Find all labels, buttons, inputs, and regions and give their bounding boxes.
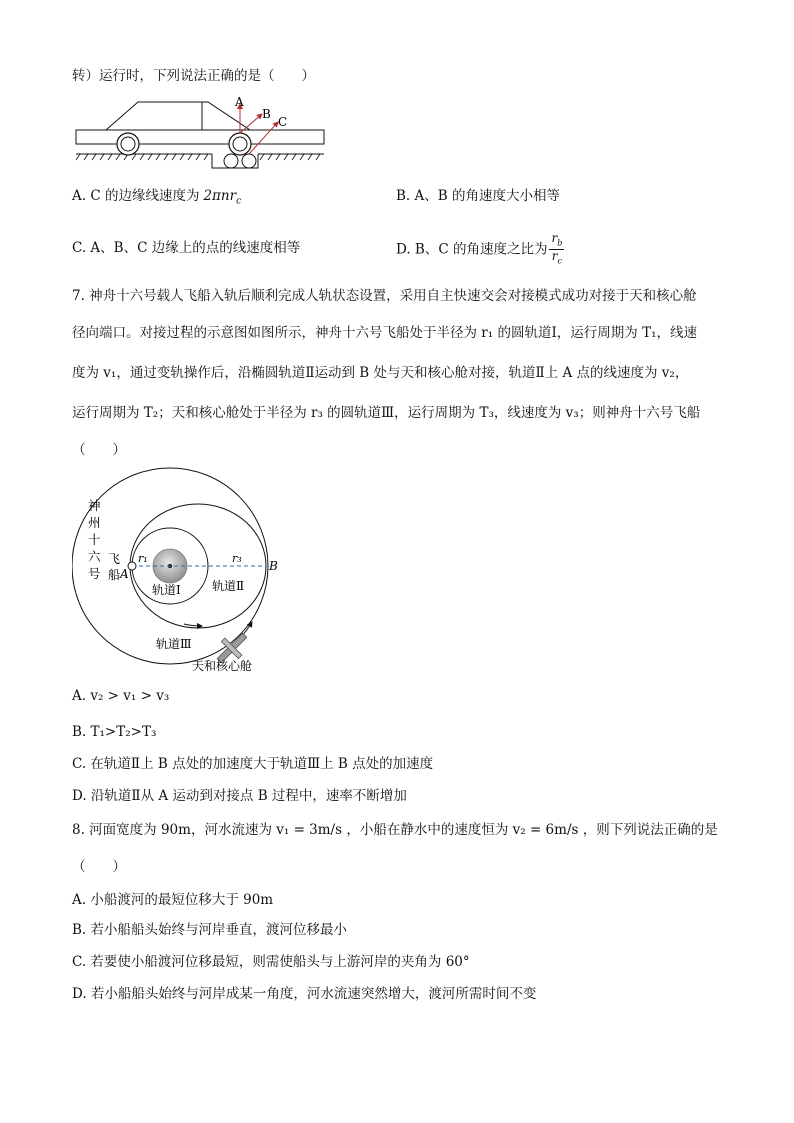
q6-option-d: D. B、C 的角速度之比为 $\frac{r_b}{r_c}$ bbox=[396, 231, 563, 266]
q7-orbit-figure bbox=[72, 466, 302, 676]
q7-stem-line1: 7. 神舟十六号载人飞船入轨后顺利完成人轨状态设置，采用自主快速交会对接模式成功对接于天和核心舱 bbox=[72, 288, 697, 304]
vector-label-b: B bbox=[262, 107, 271, 121]
svg-text:飞: 飞 bbox=[108, 552, 121, 566]
q7-option-c: C. 在轨道Ⅱ上 B 点处的加速度大于轨道Ⅲ上 B 点处的加速度 bbox=[72, 756, 434, 772]
q6-car-figure bbox=[72, 92, 332, 172]
q7-option-d: D. 沿轨道Ⅱ从 A 运动到对接点 B 过程中，速率不断增加 bbox=[72, 788, 407, 804]
q7-stem-line5: （ ） bbox=[72, 442, 126, 458]
q8-option-b: B. 若小船船头始终与河岸垂直，渡河位移最小 bbox=[72, 922, 348, 938]
svg-text:轨道Ⅲ: 轨道Ⅲ bbox=[156, 637, 192, 651]
q7-option-b: B. T₁>T₂>T₃ bbox=[72, 724, 157, 740]
svg-text:州: 州 bbox=[88, 515, 101, 530]
q6-stem-tail: 转）运行时，下列说法正确的是（ ） bbox=[72, 68, 315, 84]
svg-text:B: B bbox=[269, 559, 278, 573]
q8-option-a: A. 小船渡河的最短位移大于 90m bbox=[72, 892, 274, 908]
ship-point bbox=[128, 562, 136, 570]
q7-stem-line3: 度为 v₁，通过变轨操作后，沿椭圆轨道Ⅱ运动到 B 处与天和核心舱对接，轨道Ⅱ上 A 点的线速度为 v₂， bbox=[72, 365, 689, 381]
svg-text:A: A bbox=[120, 567, 129, 581]
q6-option-b: B. A、B 的角速度大小相等 bbox=[396, 188, 560, 204]
q6-option-a: A. C 的边缘线速度为 2πnr$_c$ bbox=[72, 188, 242, 207]
ratio-fraction: $\frac{r_b}{r_c}$ bbox=[551, 231, 563, 266]
vector-label-c: C bbox=[278, 115, 288, 129]
svg-text:轨道Ⅰ: 轨道Ⅰ bbox=[152, 583, 181, 597]
q7-option-a: A. v₂ > v₁ > v₃ bbox=[72, 688, 170, 704]
q8-stem-line2: （ ） bbox=[72, 859, 126, 875]
q6-option-c: C. A、B、C 边缘上的点的线速度相等 bbox=[72, 240, 301, 256]
svg-text:十: 十 bbox=[88, 532, 101, 547]
svg-text:船: 船 bbox=[108, 568, 121, 582]
svg-text:天和核心舱: 天和核心舱 bbox=[192, 659, 253, 673]
svg-text:号: 号 bbox=[88, 566, 101, 581]
q8-option-d: D. 若小船船头始终与河岸成某一角度，河水流速突然增大，渡河所需时间不变 bbox=[72, 986, 537, 1002]
svg-text:神: 神 bbox=[88, 498, 101, 513]
q8-stem-line1: 8. 河面宽度为 90m，河水流速为 v₁ = 3m/s ，小船在静水中的速度恒为 v₂ = 6m/s ，则下列说法正确的是 bbox=[72, 822, 718, 838]
q8-option-c: C. 若要使小船渡河位移最短，则需使船头与上游河岸的夹角为 60° bbox=[72, 954, 470, 970]
svg-text:r₁: r₁ bbox=[138, 552, 148, 565]
q7-stem-line2: 径向端口。对接过程的示意图如图所示，神舟十六号飞船处于半径为 r₁ 的圆轨道Ⅰ，运行周期为 T₁，线速 bbox=[72, 325, 697, 341]
q7-stem-line4: 运行周期为 T₂；天和核心舱处于半径为 r₃ 的圆轨道Ⅲ，运行周期为 T₃，线速度为 v₃；则神舟十六号飞船 bbox=[72, 405, 701, 421]
svg-text:轨道Ⅱ: 轨道Ⅱ bbox=[212, 579, 245, 593]
vector-label-a: A bbox=[235, 95, 244, 109]
svg-text:r₃: r₃ bbox=[232, 552, 242, 565]
svg-text:六: 六 bbox=[88, 549, 101, 564]
